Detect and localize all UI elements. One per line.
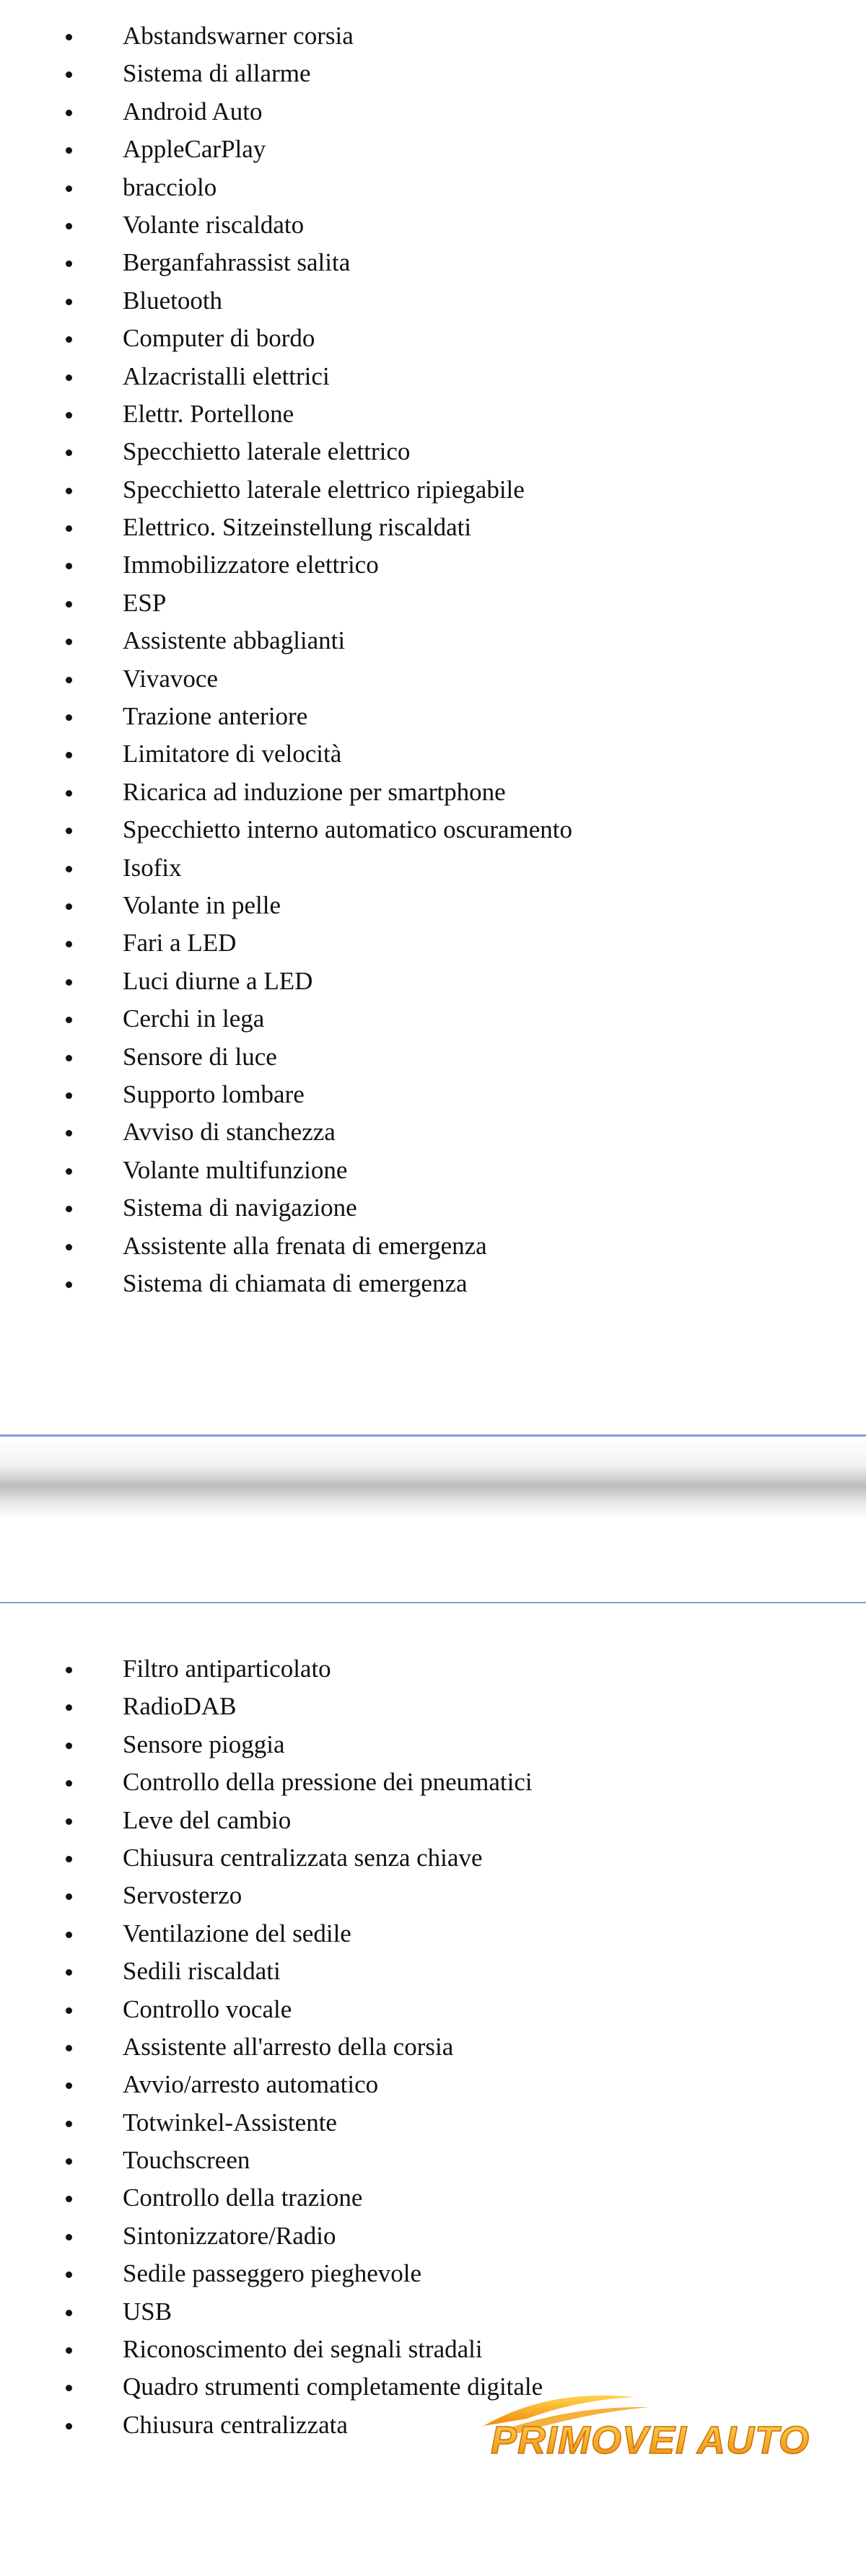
feature-label: Specchietto laterale elettrico ripiegabile xyxy=(123,475,525,504)
list-item xyxy=(0,1650,543,1688)
bullet-icon xyxy=(66,260,72,267)
list-item xyxy=(0,1076,572,1113)
feature-label: Trazione anteriore xyxy=(123,702,308,731)
feature-list-page-1 xyxy=(0,17,572,1302)
feature-label: Alzacristalli elettrici xyxy=(123,362,330,390)
feature-label: Sistema di chiamata di emergenza xyxy=(123,1269,468,1297)
list-item xyxy=(0,2406,543,2444)
feature-label: Volante riscaldato xyxy=(123,210,305,239)
feature-label: Leve del cambio xyxy=(123,1805,292,1834)
bullet-icon xyxy=(66,336,72,343)
list-item xyxy=(0,395,572,433)
feature-label: Touchscreen xyxy=(123,2146,250,2175)
bullet-icon xyxy=(66,2234,72,2240)
feature-label: Luci diurne a LED xyxy=(123,966,313,995)
bullet-icon xyxy=(66,1969,72,1976)
feature-label: USB xyxy=(123,2297,172,2326)
bullet-icon xyxy=(66,2121,72,2127)
bullet-icon xyxy=(66,639,72,645)
list-item xyxy=(0,1000,572,1038)
list-item xyxy=(0,131,572,168)
bullet-icon xyxy=(66,866,72,872)
feature-label: Chiusura centralizzata xyxy=(123,2410,348,2439)
logo-text: PRIMOVEI AUTO xyxy=(491,2419,810,2461)
bullet-icon xyxy=(66,2385,72,2391)
bullet-icon xyxy=(66,110,72,116)
feature-label: Supporto lombare xyxy=(123,1079,305,1108)
feature-label: ESP xyxy=(123,588,167,617)
feature-label: Assistente abbaglianti xyxy=(123,626,346,655)
feature-label: Sedile passeggero pieghevole xyxy=(123,2259,422,2288)
feature-label: Sensore di luce xyxy=(123,1042,277,1071)
list-item xyxy=(0,320,572,357)
bullet-icon xyxy=(66,412,72,419)
bullet-icon xyxy=(66,1856,72,1862)
list-item xyxy=(0,849,572,887)
bullet-icon xyxy=(66,299,72,305)
list-item xyxy=(0,1953,543,1990)
list-item xyxy=(0,2142,543,2179)
bullet-icon xyxy=(66,1130,72,1136)
feature-label: Servosterzo xyxy=(123,1881,242,1910)
list-item xyxy=(0,1189,572,1227)
bullet-icon xyxy=(66,2310,72,2316)
feature-label: Abstandswarner corsia xyxy=(123,22,354,50)
bullet-icon xyxy=(66,2423,72,2430)
feature-label: Sintonizzatore/Radio xyxy=(123,2221,336,2250)
bullet-icon xyxy=(66,1244,72,1250)
feature-label: Chiusura centralizzata senza chiave xyxy=(123,1843,483,1872)
list-item xyxy=(0,1227,572,1265)
feature-label: Bluetooth xyxy=(123,286,223,315)
list-item xyxy=(0,55,572,92)
feature-label: Assistente all'arresto della corsia xyxy=(123,2032,454,2061)
bullet-icon xyxy=(66,677,72,683)
list-item xyxy=(0,2028,543,2066)
list-item xyxy=(0,622,572,660)
list-item xyxy=(0,698,572,735)
feature-label: Ventilazione del sedile xyxy=(123,1919,351,1948)
list-item xyxy=(0,1802,543,1839)
bullet-icon xyxy=(66,790,72,797)
bullet-icon xyxy=(66,185,72,192)
feature-label: Limitatore di velocità xyxy=(123,740,342,768)
list-item xyxy=(0,2331,543,2368)
feature-label: Controllo della trazione xyxy=(123,2183,363,2212)
feature-label: Ricarica ad induzione per smartphone xyxy=(123,777,506,806)
bullet-icon xyxy=(66,1818,72,1825)
list-item xyxy=(0,774,572,811)
bullet-icon xyxy=(66,1743,72,1749)
bullet-icon xyxy=(66,223,72,229)
feature-label: Totwinkel-Assistente xyxy=(123,2108,337,2137)
list-item xyxy=(0,887,572,924)
separator-shadow xyxy=(0,1437,866,1519)
list-item xyxy=(0,1038,572,1076)
feature-list-page-2 xyxy=(0,1650,543,2444)
page-separator xyxy=(0,1434,866,1603)
bullet-icon xyxy=(66,903,72,910)
bullet-icon xyxy=(66,2347,72,2354)
list-item xyxy=(0,2104,543,2142)
bullet-icon xyxy=(66,147,72,154)
list-item xyxy=(0,169,572,206)
feature-label: Vivavoce xyxy=(123,664,219,693)
bullet-icon xyxy=(66,1282,72,1288)
list-item xyxy=(0,2368,543,2406)
bullet-icon xyxy=(66,525,72,532)
bullet-icon xyxy=(66,2196,72,2202)
bullet-icon xyxy=(66,71,72,78)
feature-label: Elettrico. Sitzeinstellung riscaldati xyxy=(123,513,472,542)
bullet-icon xyxy=(66,601,72,608)
feature-label: Sistema di navigazione xyxy=(123,1193,357,1222)
feature-label: Avviso di stanchezza xyxy=(123,1118,336,1147)
bullet-icon xyxy=(66,1055,72,1061)
bullet-icon xyxy=(66,1206,72,1212)
list-item xyxy=(0,282,572,320)
list-item xyxy=(0,17,572,55)
list-item xyxy=(0,1764,543,1801)
feature-label: Isofix xyxy=(123,853,182,882)
feature-label: bracciolo xyxy=(123,172,217,201)
list-item xyxy=(0,433,572,470)
bullet-icon xyxy=(66,563,72,569)
list-item xyxy=(0,358,572,395)
list-item xyxy=(0,1152,572,1189)
feature-label: Sensore pioggia xyxy=(123,1730,285,1758)
feature-label: Sedili riscaldati xyxy=(123,1957,281,1986)
bullet-icon xyxy=(66,1893,72,1900)
list-item xyxy=(0,963,572,1000)
bullet-icon xyxy=(66,2158,72,2165)
bullet-icon xyxy=(66,1168,72,1175)
feature-label: Filtro antiparticolato xyxy=(123,1655,331,1683)
feature-label: Android Auto xyxy=(123,97,263,126)
feature-label: Specchietto interno automatico oscuramento xyxy=(123,815,572,844)
logo-graphic xyxy=(469,2381,859,2461)
feature-label: Volante multifunzione xyxy=(123,1155,348,1184)
list-item xyxy=(0,584,572,622)
bullet-icon xyxy=(66,828,72,834)
feature-label: Specchietto laterale elettrico xyxy=(123,437,411,466)
bullet-icon xyxy=(66,488,72,494)
feature-label: AppleCarPlay xyxy=(123,135,266,164)
list-item xyxy=(0,1688,543,1725)
feature-label: Controllo della pressione dei pneumatici xyxy=(123,1768,533,1797)
bullet-icon xyxy=(66,374,72,381)
list-item xyxy=(0,1726,543,1764)
list-item xyxy=(0,1839,543,1877)
feature-label: Berganfahrassist salita xyxy=(123,248,351,277)
list-item xyxy=(0,2255,543,2292)
feature-label: Avvio/arresto automatico xyxy=(123,2070,379,2099)
list-item xyxy=(0,509,572,546)
bullet-icon xyxy=(66,1932,72,1938)
bullet-icon xyxy=(66,1092,72,1099)
list-item xyxy=(0,2179,543,2217)
bullet-icon xyxy=(66,1667,72,1673)
feature-label: Fari a LED xyxy=(123,929,237,958)
feature-label: Elettr. Portellone xyxy=(123,399,294,428)
list-item xyxy=(0,2217,543,2255)
list-item xyxy=(0,546,572,584)
bullet-icon xyxy=(66,1704,72,1711)
feature-label: Controllo vocale xyxy=(123,1994,292,2023)
bullet-icon xyxy=(66,1017,72,1023)
feature-label: Riconoscimento dei segnali stradali xyxy=(123,2335,483,2364)
bullet-icon xyxy=(66,2271,72,2278)
list-item xyxy=(0,1265,572,1302)
feature-label: Sistema di allarme xyxy=(123,59,311,88)
bullet-icon xyxy=(66,450,72,456)
bullet-icon xyxy=(66,2082,72,2089)
bullet-icon xyxy=(66,2007,72,2014)
list-item xyxy=(0,244,572,281)
bullet-icon xyxy=(66,34,72,40)
feature-label: Cerchi in lega xyxy=(123,1004,265,1033)
feature-label: Computer di bordo xyxy=(123,324,315,353)
bullet-icon xyxy=(66,714,72,721)
list-item xyxy=(0,2066,543,2103)
list-item xyxy=(0,2293,543,2331)
list-item xyxy=(0,1915,543,1953)
feature-label: Immobilizzatore elettrico xyxy=(123,551,379,579)
feature-label: Assistente alla frenata di emergenza xyxy=(123,1231,487,1260)
list-item xyxy=(0,1991,543,2028)
bullet-icon xyxy=(66,941,72,947)
feature-label: RadioDAB xyxy=(123,1692,237,1721)
list-item xyxy=(0,471,572,509)
bullet-icon xyxy=(66,1780,72,1787)
bullet-icon xyxy=(66,2045,72,2051)
list-item xyxy=(0,1877,543,1914)
feature-label: Quadro strumenti completamente digitale xyxy=(123,2373,543,2401)
list-item xyxy=(0,206,572,244)
list-item xyxy=(0,93,572,131)
list-item xyxy=(0,811,572,849)
list-item xyxy=(0,1113,572,1151)
feature-label: Volante in pelle xyxy=(123,890,281,919)
list-item xyxy=(0,660,572,698)
bullet-icon xyxy=(66,979,72,986)
list-item xyxy=(0,735,572,773)
list-item xyxy=(0,924,572,962)
dealer-logo xyxy=(469,2381,859,2461)
bullet-icon xyxy=(66,752,72,758)
